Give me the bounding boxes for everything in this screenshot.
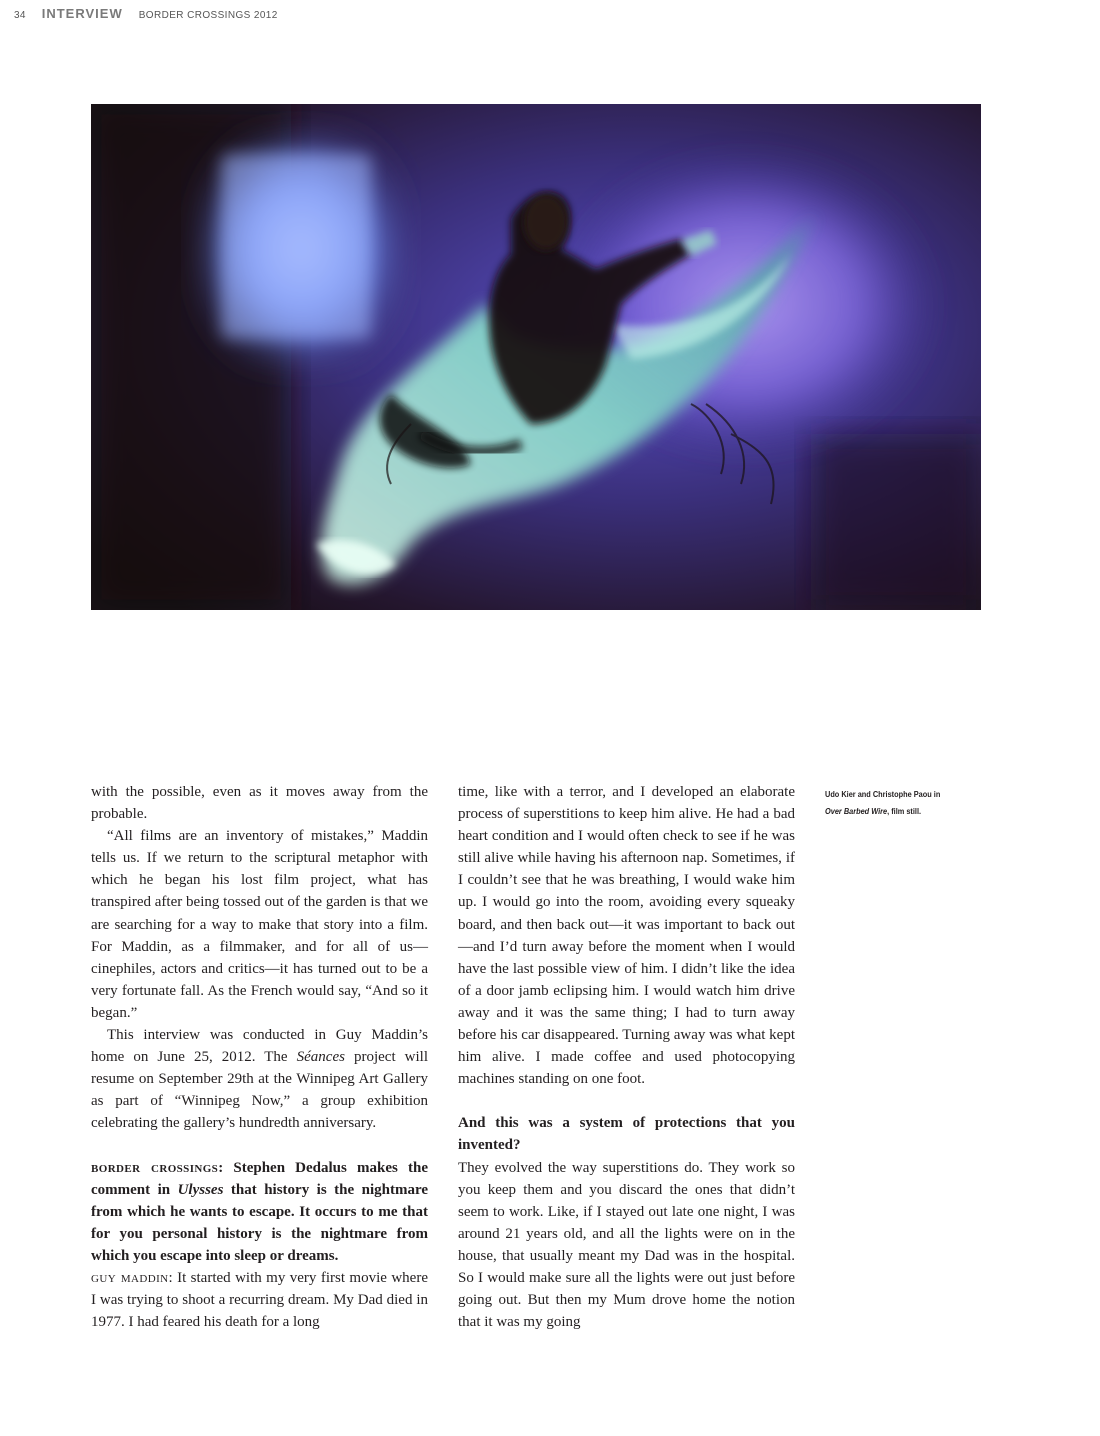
- paragraph: time, like with a terror, and I developed an elaborate process of superstitions to keep him alive. He had a bad heart condition and I would often check to see if he was still alive while having his afternoon nap. Sometimes, if I couldn’t see that he was breathing, I would wake him up. I would go into the room, avoiding every squeaky board, and then back out—it was important to back out—and I’d turn away before the moment when I would have the last possible view of him. I didn’t like the idea of a door jamb eclipsing him. I would watch him drive away and it was the same thing; I had to turn away before his car disappeared. Turning away was what kept him alive. I made coffee and used photocopying machines standing on one foot.: [458, 784, 795, 1088]
- paragraph: “All films are an inventory of mistakes,” Maddin tells us. If we return to the scriptural metaphor with which he began his lost film project, what has transpired after being tossed out of the garden is that we are searching for a way to make that story into a film. For Maddin, as a filmmaker, and for all of us—cinephiles, actors and critics—it has turned out to be a very fortunate fall. As the French would say, “And so it began.”: [91, 828, 428, 1021]
- answer-text: : It started with my very first movie where I was trying to shoot a recurring dream. My Dad died in 1977. I had feared his death for a long: [91, 1269, 428, 1331]
- caption-suffix: , film still.: [887, 807, 922, 816]
- paragraph-text: project will resume on September 29th at the Winnipeg Art Gallery as part of “Winnipeg Now,” a group exhibition celebrating the gallery’s hundredth anniversary.: [91, 1049, 428, 1132]
- interview-answer: They evolved the way superstitions do. They work so you keep them and you discard the ones that didn’t seem to work. Like, if I stayed out late one night, I was around 21 years old, and all the lights were on in the house, that usually meant my Dad was in the hospital. So I would make sure all the lights were out just before going out. But then my Mum drove home the notion that it was my going: [458, 1159, 795, 1331]
- caption-line: Udo Kier and Christophe Paou in: [825, 790, 941, 799]
- photo-caption: [825, 786, 963, 820]
- speaker-label: border crossings: [91, 1159, 219, 1176]
- interview-question: And this was a system of protections that you invented?: [458, 1115, 795, 1154]
- section-label: INTERVIEW: [41, 6, 123, 21]
- question-text: that history is the nightmare from which he wants to escape. It occurs to me that for you personal history is the nightmare from which you escape into sleep or dreams.: [91, 1181, 428, 1264]
- film-still-image: [91, 104, 981, 610]
- page-number: 34: [14, 10, 26, 21]
- paragraph: [91, 1024, 428, 1134]
- italic-title: Ulysses: [177, 1181, 224, 1198]
- running-head: [14, 6, 278, 26]
- film-still-illustration: [91, 104, 981, 610]
- paragraph: with the possible, even as it moves away from the probable.: [91, 784, 428, 823]
- question-text: : Stephen Dedalus makes the comment in: [91, 1159, 428, 1198]
- text-column-2: [458, 781, 795, 1333]
- interview-answer: [91, 1267, 428, 1333]
- interview-question: [91, 1157, 428, 1267]
- paragraph-text: This interview was conducted in Guy Maddin’s home on June 25, 2012. The: [91, 1027, 428, 1066]
- caption-film-title: Over Barbed Wire: [825, 807, 888, 816]
- text-column-1: [91, 781, 428, 1333]
- italic-title: Séances: [296, 1049, 345, 1066]
- magazine-title: BORDER CROSSINGS 2012: [138, 10, 278, 21]
- speaker-label: guy maddin: [91, 1269, 169, 1286]
